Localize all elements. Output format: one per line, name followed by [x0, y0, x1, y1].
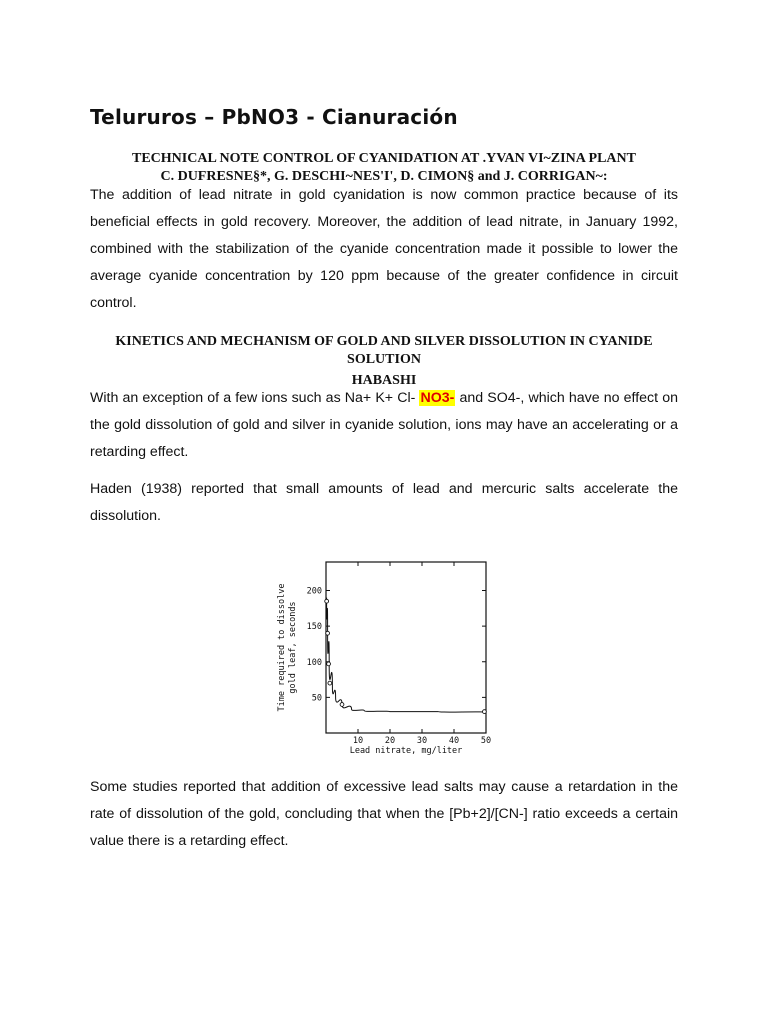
- dissolution-curve: [327, 598, 486, 713]
- data-point: [327, 662, 331, 666]
- plot-frame: [326, 562, 486, 733]
- paragraph-text: and SO4-, which have no effect on the gold dissolution of gold and silver in cyanide solution, ions may have an accelerating or a retarding effect.: [90, 390, 678, 460]
- data-point: [326, 631, 330, 635]
- x-axis-label: Lead nitrate, mg/liter: [349, 746, 463, 755]
- x-tick-label: 20: [384, 736, 396, 746]
- data-point: [325, 599, 329, 603]
- x-tick-label: 40: [448, 736, 460, 746]
- data-point: [483, 710, 487, 714]
- chart-axes: [326, 562, 486, 733]
- data-point: [328, 681, 332, 685]
- section2-paragraph-3: Some studies reported that addition of excessive lead salts may cause a retardation in the rate of dissolution of the gold, concluding that when the [Pb+2]/[CN-] ratio exceeds a certain value there is a retarding effect.: [90, 779, 678, 849]
- y-axis-label-2: gold leaf, seconds: [288, 601, 298, 694]
- y-axis-label-1: Time required to dissolve: [277, 583, 287, 712]
- highlighted-ion: NO3-: [420, 390, 455, 406]
- y-tick-label: 150: [306, 622, 322, 633]
- y-tick-label: 100: [306, 657, 322, 668]
- x-tick-label: 10: [352, 736, 364, 746]
- section2-paragraph-2: Haden (1938) reported that small amounts of lead and mercuric salts accelerate the dissolution.: [90, 481, 678, 524]
- paragraph-text: With an exception of a few ions such as Na+ K+ Cl-: [90, 390, 420, 406]
- section2-author: HABASHI: [351, 373, 417, 388]
- chart-ticks: [307, 562, 491, 746]
- document-title: Telururos – PbNO3 - Cianuración: [90, 105, 458, 129]
- chart-points: [325, 599, 487, 713]
- lead-nitrate-chart: [270, 550, 500, 755]
- x-tick-label: 30: [416, 736, 428, 746]
- data-point: [340, 703, 344, 707]
- section1-paragraph: The addition of lead nitrate in gold cyanidation is now common practice because of its beneficial effects in gold recovery. Moreover, the addition of lead nitrate, in January 1992, combined with the stabilization of the cyanide concentration made it possible to lower the average cyanide concentration by 120 ppm because of the greater confidence in circuit control.: [90, 187, 678, 311]
- section2-heading: KINETICS AND MECHANISM OF GOLD AND SILVER DISSOLUTION IN CYANIDE SOLUTION: [115, 334, 653, 367]
- y-tick-label: 50: [311, 693, 322, 704]
- section1-heading: TECHNICAL NOTE CONTROL OF CYANIDATION AT .YVAN VI~ZINA PLANT: [132, 151, 636, 166]
- x-tick-label: 50: [480, 736, 492, 746]
- section2-paragraph-1: [90, 385, 678, 466]
- section1-authors: C. DUFRESNE§*, G. DESCHI~NES'I', D. CIMON§ and J. CORRIGAN~:: [160, 169, 608, 184]
- y-tick-label: 200: [306, 586, 322, 597]
